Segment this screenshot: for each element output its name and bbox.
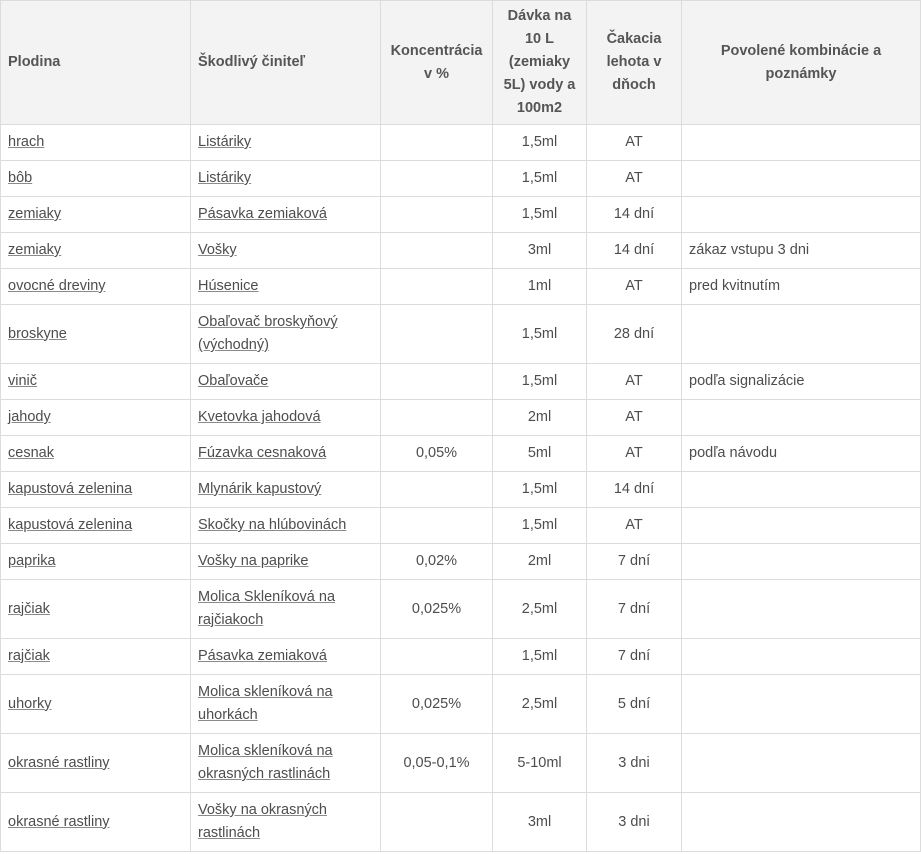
table-row — [1, 269, 921, 305]
table-row — [1, 734, 921, 793]
notes-cell: pred kvitnutím — [682, 269, 921, 305]
notes-cell — [682, 639, 921, 675]
concentration-cell: 0,02% — [381, 544, 493, 580]
pest-link[interactable]: Vošky — [198, 242, 237, 258]
table-row — [1, 400, 921, 436]
table-row — [1, 580, 921, 639]
dose-cell: 1,5ml — [493, 472, 587, 508]
concentration-cell — [381, 233, 493, 269]
table-row — [1, 233, 921, 269]
dose-cell: 1,5ml — [493, 161, 587, 197]
pest-link[interactable]: Kvetovka jahodová — [198, 409, 321, 425]
pest-link[interactable]: Pásavka zemiaková — [198, 648, 327, 664]
dose-cell: 3ml — [493, 233, 587, 269]
table-row — [1, 508, 921, 544]
pest-link[interactable]: Molica skleníková na uhorkách — [198, 684, 333, 723]
waiting-period-cell: AT — [587, 364, 682, 400]
dose-cell: 2ml — [493, 544, 587, 580]
table-row — [1, 197, 921, 233]
pest-link[interactable]: Skočky na hlúbovinách — [198, 517, 347, 533]
pest-link[interactable]: Molica skleníková na okrasných rastlinách — [198, 743, 333, 782]
dose-cell: 1,5ml — [493, 364, 587, 400]
pest-link[interactable]: Molica Skleníková na rajčiakoch — [198, 589, 336, 628]
concentration-cell — [381, 125, 493, 161]
pest-link[interactable]: Húsenice — [198, 278, 259, 294]
column-header-notes: Povolené kombinácie a poznámky — [682, 1, 921, 125]
dose-cell: 1,5ml — [493, 639, 587, 675]
pest-link[interactable]: Pásavka zemiaková — [198, 206, 327, 222]
column-header-concentration: Koncentrácia v % — [381, 1, 493, 125]
dose-cell: 1,5ml — [493, 197, 587, 233]
dose-cell: 1,5ml — [493, 305, 587, 364]
crop-link[interactable]: broskyne — [8, 325, 67, 342]
notes-cell — [682, 161, 921, 197]
notes-cell — [682, 734, 921, 793]
crop-link[interactable]: okrasné rastliny — [8, 754, 110, 771]
notes-cell: podľa návodu — [682, 436, 921, 472]
concentration-cell — [381, 197, 493, 233]
waiting-period-cell: AT — [587, 161, 682, 197]
notes-cell: zákaz vstupu 3 dni — [682, 233, 921, 269]
crop-link[interactable]: vinič — [8, 373, 38, 389]
table-row — [1, 675, 921, 734]
table-header-row — [1, 1, 921, 125]
concentration-cell: 0,05-0,1% — [381, 734, 493, 793]
table-row — [1, 639, 921, 675]
concentration-cell — [381, 400, 493, 436]
pest-link[interactable]: Mlynárik kapustový — [198, 481, 322, 497]
waiting-period-cell: 14 dní — [587, 233, 682, 269]
table-row — [1, 125, 921, 161]
waiting-period-cell: 14 dní — [587, 472, 682, 508]
waiting-period-cell: AT — [587, 508, 682, 544]
crop-link[interactable]: kapustová zelenina — [8, 481, 133, 497]
crop-link[interactable]: hrach — [8, 134, 45, 150]
concentration-cell: 0,05% — [381, 436, 493, 472]
crop-link[interactable]: rajčiak — [8, 600, 50, 617]
crop-link[interactable]: cesnak — [8, 445, 54, 461]
waiting-period-cell: AT — [587, 400, 682, 436]
dose-cell: 2,5ml — [493, 675, 587, 734]
table-row — [1, 793, 921, 852]
waiting-period-cell: 3 dni — [587, 793, 682, 852]
waiting-period-cell: 14 dní — [587, 197, 682, 233]
notes-cell — [682, 675, 921, 734]
waiting-period-cell: AT — [587, 436, 682, 472]
dose-cell: 5-10ml — [493, 734, 587, 793]
pest-link[interactable]: Listáriky — [198, 170, 252, 186]
dose-cell: 2,5ml — [493, 580, 587, 639]
table-row — [1, 305, 921, 364]
notes-cell — [682, 472, 921, 508]
notes-cell — [682, 305, 921, 364]
pest-link[interactable]: Fúzavka cesnaková — [198, 445, 327, 461]
dose-cell: 3ml — [493, 793, 587, 852]
concentration-cell — [381, 639, 493, 675]
waiting-period-cell: 7 dní — [587, 580, 682, 639]
table-row — [1, 436, 921, 472]
column-header-dose: Dávka na 10 L (zemiaky 5L) vody a 100m2 — [493, 1, 587, 125]
concentration-cell — [381, 161, 493, 197]
waiting-period-cell: 7 dní — [587, 544, 682, 580]
waiting-period-cell: 5 dní — [587, 675, 682, 734]
pest-link[interactable]: Listáriky — [198, 134, 252, 150]
pest-link[interactable]: Obaľovače — [198, 373, 269, 389]
crop-link[interactable]: zemiaky — [8, 242, 62, 258]
concentration-cell: 0,025% — [381, 580, 493, 639]
table-row — [1, 544, 921, 580]
pest-link[interactable]: Obaľovač broskyňový (východný) — [198, 314, 338, 353]
crop-link[interactable]: okrasné rastliny — [8, 813, 110, 830]
dose-cell: 5ml — [493, 436, 587, 472]
pest-link[interactable]: Vošky na paprike — [198, 553, 309, 569]
column-header-crop: Plodina — [1, 1, 191, 125]
notes-cell — [682, 197, 921, 233]
crop-link[interactable]: ovocné dreviny — [8, 278, 106, 294]
concentration-cell — [381, 364, 493, 400]
dose-cell: 2ml — [493, 400, 587, 436]
crop-link[interactable]: jahody — [8, 409, 51, 425]
waiting-period-cell: 7 dní — [587, 639, 682, 675]
waiting-period-cell: 3 dni — [587, 734, 682, 793]
concentration-cell — [381, 793, 493, 852]
table-row — [1, 364, 921, 400]
notes-cell — [682, 400, 921, 436]
waiting-period-cell: AT — [587, 269, 682, 305]
crop-link[interactable]: rajčiak — [8, 648, 50, 664]
crop-link[interactable]: uhorky — [8, 695, 52, 712]
table-row — [1, 472, 921, 508]
dose-cell: 1,5ml — [493, 508, 587, 544]
dose-cell: 1ml — [493, 269, 587, 305]
crop-link[interactable]: kapustová zelenina — [8, 517, 133, 533]
concentration-cell — [381, 269, 493, 305]
dose-cell: 1,5ml — [493, 125, 587, 161]
notes-cell — [682, 508, 921, 544]
notes-cell: podľa signalizácie — [682, 364, 921, 400]
crop-link[interactable]: paprika — [8, 553, 56, 569]
crop-link[interactable]: bôb — [8, 170, 33, 186]
notes-cell — [682, 793, 921, 852]
column-header-waiting-period: Čakacia lehota v dňoch — [587, 1, 682, 125]
crop-link[interactable]: zemiaky — [8, 206, 62, 222]
pest-link[interactable]: Vošky na okrasných rastlinách — [198, 802, 327, 841]
concentration-cell — [381, 472, 493, 508]
notes-cell — [682, 580, 921, 639]
waiting-period-cell: 28 dní — [587, 305, 682, 364]
table-row — [1, 161, 921, 197]
waiting-period-cell: AT — [587, 125, 682, 161]
concentration-cell — [381, 305, 493, 364]
concentration-cell: 0,025% — [381, 675, 493, 734]
column-header-pest: Škodlivý činiteľ — [191, 1, 381, 125]
notes-cell — [682, 125, 921, 161]
notes-cell — [682, 544, 921, 580]
concentration-cell — [381, 508, 493, 544]
